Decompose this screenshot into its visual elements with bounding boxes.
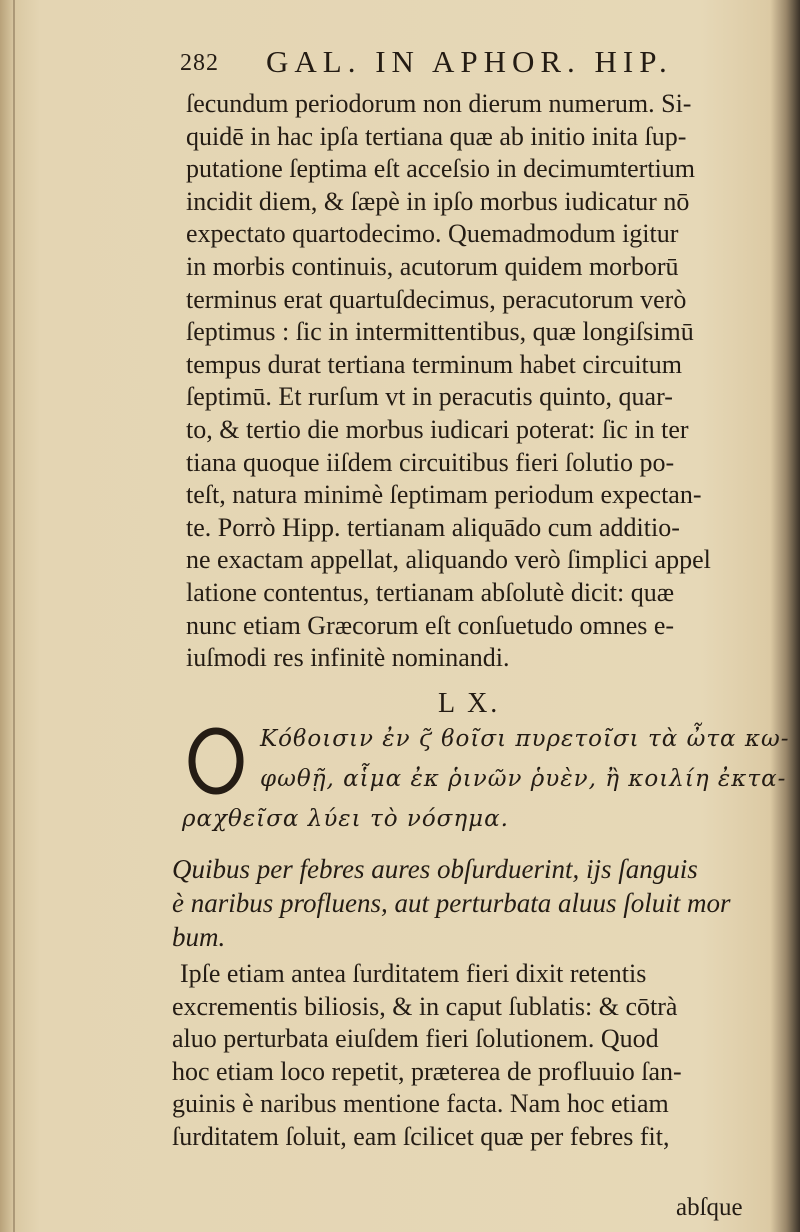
text-line: nunc etiam Græcorum eſt conſuetudo omnes e- (186, 610, 675, 640)
text-line: excrementis biliosis, & in caput ſublatis: & cōtrà (172, 991, 678, 1021)
text-line: guinis è naribus mentione facta. Nam hoc etiam (172, 1089, 669, 1119)
greek-line: Κόϐοισιν ἐν ϛ̃ ϐοῖσι πυρετοῖσι τὰ ὦτα κω- (260, 726, 790, 752)
text-line: ſurditatem ſoluit, eam ſcilicet quæ per febres fit, (172, 1121, 670, 1151)
translation-line: Quibus per febres aures obſurduerint, ijs ſanguis (172, 854, 698, 884)
aphorism-number: L X. (438, 688, 501, 719)
text-line: ſecundum periodorum non dierum numerum. Si- (186, 89, 692, 118)
page-number: 282 (180, 50, 219, 76)
text-line: terminus erat quartuſdecimus, peracutorum verò (186, 284, 687, 314)
translation-line: bum. (172, 922, 226, 952)
gutter-edge (13, 0, 15, 1232)
text-line: ne exactam appellat, aliquando verò ſimplici appel (186, 545, 711, 575)
text-line: latione contentus, tertianam abſolutè dicit: quæ (186, 577, 675, 607)
latin-translation (172, 852, 772, 954)
greek-line: φωθῇ, αἷμα ἐκ ῥινῶν ῥυὲν, ἢ κοιλίη ἐκτα- (260, 766, 787, 792)
commentary (172, 958, 772, 1154)
text-line: tiana quoque iiſdem circuitibus fieri ſolutio po- (186, 447, 675, 477)
page-header (180, 44, 760, 84)
text-line: te. Porrò Hipp. tertianam aliquādo cum additio- (186, 512, 680, 542)
catchword: abſque (676, 1194, 743, 1221)
text-line: iuſmodi res infinitè nominandi. (186, 643, 510, 673)
greek-aphorism (182, 720, 790, 850)
text-line: to, & tertio die morbus iudicari poterat: ſic in ter (186, 414, 689, 444)
drop-cap-o (186, 724, 246, 798)
text-line: incidit diem, & ſæpè in ipſo morbus iudicatur nō (186, 186, 690, 216)
text-line: in morbis continuis, acutorum quidem morborū (186, 251, 679, 281)
text-line: hoc etiam loco repetit, præterea de profluuio ſan- (172, 1056, 682, 1086)
text-line: ſeptimū. Et rurſum vt in peracutis quinto, quar- (186, 382, 673, 412)
translation-line: è naribus profluens, aut perturbata aluus ſoluit mor (172, 888, 731, 918)
commentary-continued (186, 88, 766, 675)
greek-line: ραχθεῖσα λύει τὸ νόσημα. (182, 806, 509, 832)
drop-cap-glyph (186, 724, 246, 798)
text-line: putatione ſeptima eſt acceſsio in decimumtertium (186, 154, 696, 184)
text-line: ſeptimus : ſic in intermittentibus, quæ longiſsimū (186, 317, 694, 347)
text-line: Ipſe etiam antea ſurditatem fieri dixit retentis (180, 959, 647, 988)
text-line: aluo perturbata eiuſdem fieri ſolutionem. Quod (172, 1024, 659, 1054)
text-line: teſt, natura minimè ſeptimam periodum expectan- (186, 480, 702, 510)
text-line: quidē in hac ipſa tertiana quæ ab initio inita ſup- (186, 121, 687, 151)
text-line: expectato quartodecimo. Quemadmodum igitur (186, 219, 679, 249)
text-line: tempus durat tertiana terminum habet circuitum (186, 349, 683, 379)
running-head: GAL. IN APHOR. HIP. (266, 44, 673, 79)
